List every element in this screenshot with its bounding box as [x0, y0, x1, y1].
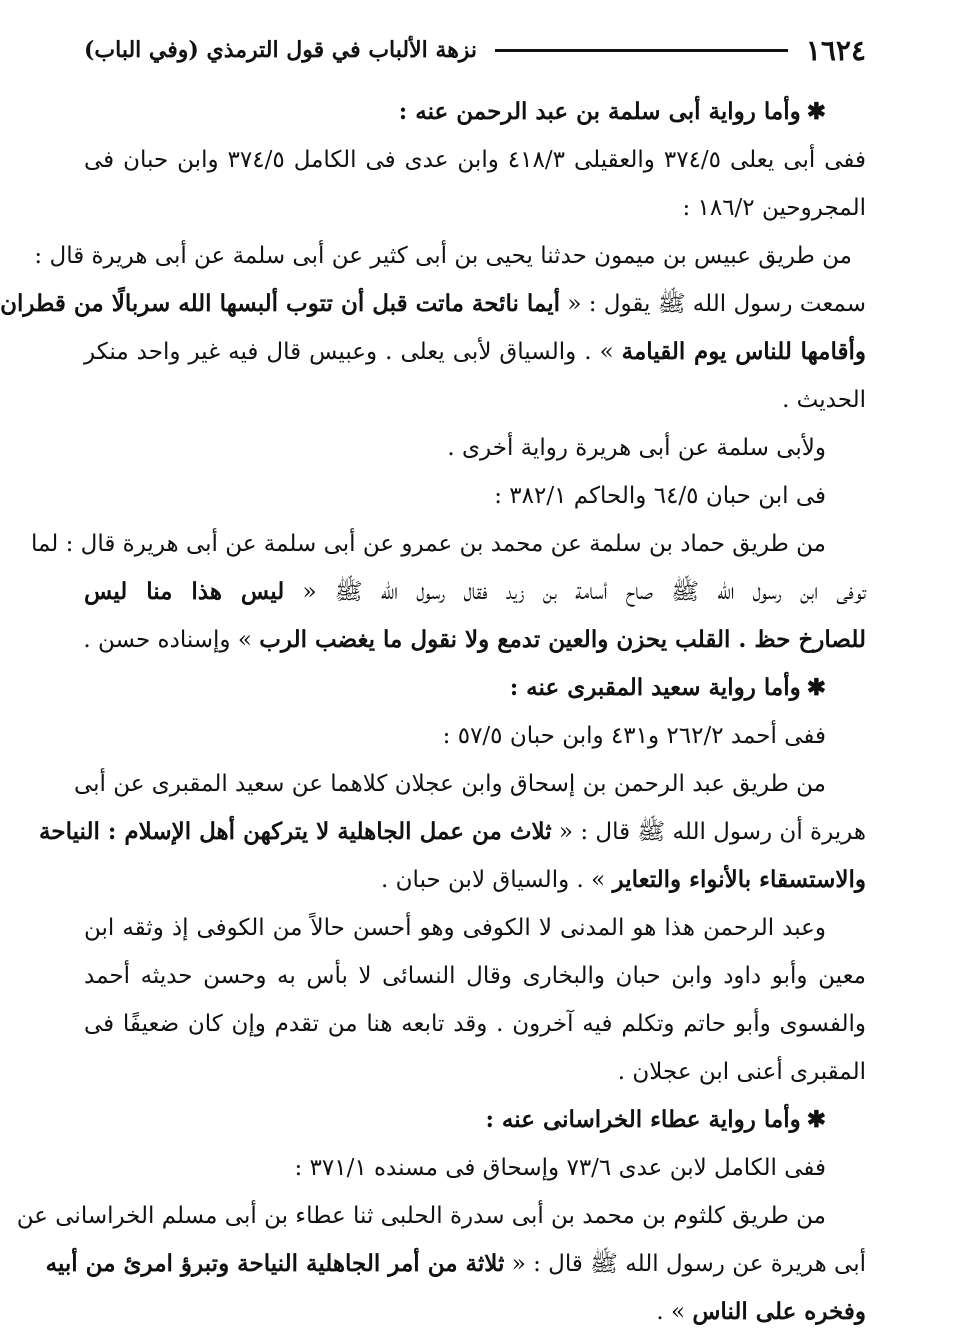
line-text: فى ابن حبان ٦٤/٥ والحاكم ٣٨٢/١ :	[494, 483, 826, 509]
text-line	[84, 904, 866, 952]
text-line	[30, 520, 866, 568]
bold-hadith-text: وأقامها للناس يوم القيامة	[621, 338, 866, 365]
text-line	[84, 328, 866, 376]
line-text: من طريق حماد بن سلمة عن محمد بن عمرو عن أبى سلمة عن أبى هريرة قال : لما	[30, 531, 826, 557]
text-line	[84, 88, 866, 136]
bold-hadith-text: ثلاثة من أمر الجاهلية النياحة وتبرؤ امرئ من أبيه	[45, 1250, 505, 1277]
text-line	[84, 472, 866, 520]
text-line	[84, 1000, 866, 1048]
line-text: » .	[656, 1299, 693, 1325]
running-title: نزهة الألباب في قول الترمذي (وفي الباب)	[84, 37, 478, 63]
text-line	[84, 184, 866, 232]
line-text: ولأبى سلمة عن أبى هريرة رواية أخرى .	[447, 435, 826, 461]
bold-hadith-text: والاستسقاء بالأنواء والتعاير	[612, 866, 866, 893]
text-line	[84, 616, 866, 664]
text-line	[84, 424, 866, 472]
text-line	[0, 280, 866, 328]
bold-hadith-text: وأما رواية أبى سلمة بن عبد الرحمن عنه :	[398, 98, 801, 125]
line-text: ففى الكامل لابن عدى ٧٣/٦ وإسحاق فى مسنده ٣٧١/١ :	[294, 1155, 826, 1181]
bold-hadith-text: أيما نائحة ماتت قبل أن تتوب ألبسها الله سربالًا من قطران	[0, 290, 561, 317]
bold-hadith-text: وأما رواية عطاء الخراسانى عنه :	[485, 1106, 801, 1133]
bold-hadith-text: ثلاث من عمل الجاهلية لا يتركهن أهل الإسلام : النياحة	[39, 818, 552, 845]
text-line	[84, 664, 866, 712]
bold-hadith-text: للصارخ حظ . القلب يحزن والعين تدمع ولا نقول ما يغضب الرب	[259, 626, 866, 653]
line-text: من طريق كلثوم بن محمد بن أبى سدرة الحلبى ثنا عطاء بن أبى مسلم الخراسانى عن	[16, 1203, 826, 1229]
text-line	[84, 712, 866, 760]
bold-hadith-text: ليس هذا منا ليس	[84, 578, 285, 605]
line-text: أبى هريرة عن رسول الله ﷺ قال : «	[504, 1251, 866, 1277]
line-text: » . والسياق لأبى يعلى . وعبيس قال فيه غير واحد منكر	[84, 339, 622, 365]
line-text: وعبد الرحمن هذا هو المدنى لا الكوفى وهو أحسن حالاً من الكوفى إذ وثقه ابن	[84, 915, 826, 941]
page-number: ١٦٢٤	[805, 33, 866, 67]
text-line	[39, 808, 866, 856]
page-body	[0, 88, 866, 1336]
asterisk-icon: ✱	[806, 674, 826, 701]
text-line	[34, 232, 866, 280]
text-line	[84, 376, 866, 424]
line-text: من طريق عبيس بن ميمون حدثنا يحيى بن أبى كثير عن أبى سلمة عن أبى هريرة قال :	[34, 243, 852, 269]
text-line	[45, 1240, 866, 1288]
line-text: سمعت رسول الله ﷺ يقول : «	[560, 291, 866, 317]
text-line	[16, 1192, 866, 1240]
bold-hadith-text: وأما رواية سعيد المقبرى عنه :	[509, 674, 801, 701]
line-text: » . والسياق لابن حبان .	[381, 867, 613, 893]
text-line	[84, 1048, 866, 1096]
line-text: هريرة أن رسول الله ﷺ قال : «	[551, 819, 866, 845]
line-text: المقبرى أعنى ابن عجلان .	[617, 1059, 866, 1085]
page-header	[84, 28, 866, 72]
text-line	[73, 760, 866, 808]
line-text: والفسوى وأبو حاتم وتكلم فيه آخرون . وقد تابعه هنا من تقدم وإن كان ضعيفًا فى	[84, 1011, 866, 1037]
line-text: المجروحين ١٨٦/٢ :	[682, 195, 866, 221]
line-text: ففى أبى يعلى ٣٧٤/٥ والعقيلى ٤١٨/٣ وابن عدى فى الكامل ٣٧٤/٥ وابن حبان فى	[84, 147, 866, 173]
line-text: ففى أحمد ٢٦٢/٢ و٤٣١ وابن حبان ٥٧/٥ :	[442, 723, 826, 749]
line-text: توفى ابن رسول الله ﷺ صاح أسامة بن زيد فقال رسول الله ﷺ «	[284, 579, 866, 605]
text-line	[84, 1288, 866, 1336]
line-text: » وإسناده حسن .	[83, 627, 260, 653]
asterisk-icon: ✱	[806, 98, 826, 125]
line-text: معين وأبو داود وابن حبان والبخارى وقال النسائى لا بأس به وحسن حديثه أحمد	[84, 963, 866, 989]
text-line	[84, 1144, 866, 1192]
header-rule	[495, 49, 788, 52]
text-line	[84, 856, 866, 904]
line-text: من طريق عبد الرحمن بن إسحاق وابن عجلان كلاهما عن سعيد المقبرى عن أبى	[73, 771, 826, 797]
bold-hadith-text: وفخره على الناس	[692, 1298, 866, 1325]
asterisk-icon: ✱	[806, 1106, 826, 1133]
text-line	[84, 136, 866, 184]
text-line	[84, 952, 866, 1000]
text-line	[84, 568, 866, 616]
line-text: الحديث .	[782, 387, 866, 413]
text-line	[84, 1096, 866, 1144]
